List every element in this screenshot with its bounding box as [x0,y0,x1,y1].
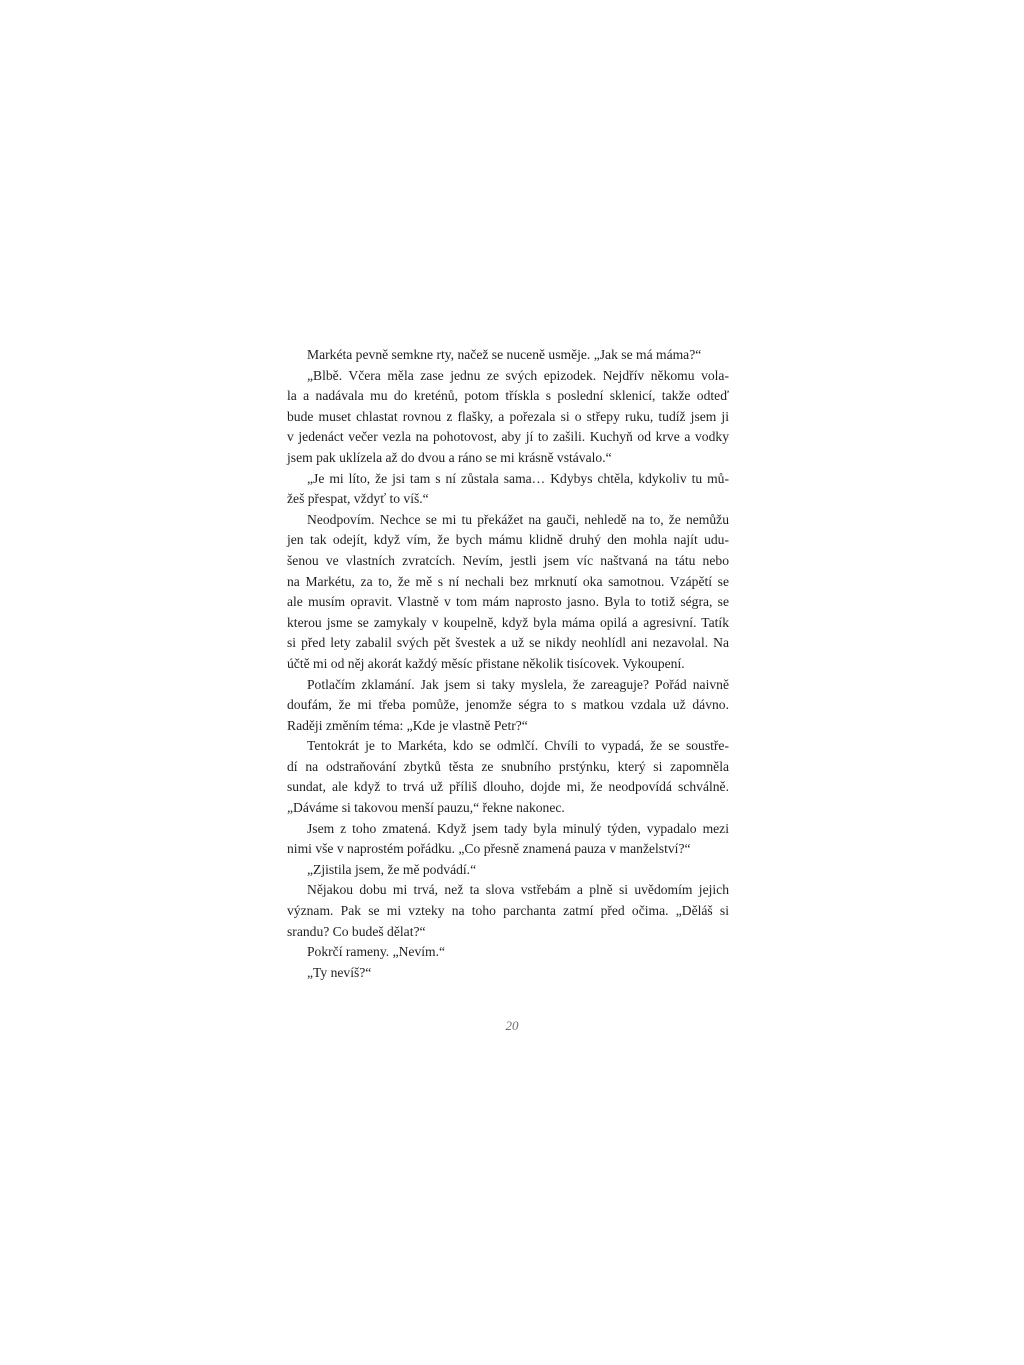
text-line: la a nadávala mu do kreténů, potom třískla s poslední sklenicí, takže odteď [287,388,729,404]
page-number: 20 [505,1018,519,1033]
text-line: význam. Pak se mi vzteky na toho parchanta zatmí před očima. „Děláš si [287,903,729,919]
text-line: žeš přespat, vždyť to víš.“ [287,491,429,507]
text-line: Pokrčí rameny. „Nevím.“ [307,944,446,960]
text-line: doufám, že mi třeba pomůže, jenomže ségra to s matkou vzdala už dávno. [287,697,729,713]
text-line: „Ty nevíš?“ [307,964,372,980]
body-text [287,345,729,983]
text-line: si před lety zabalil svých pět švestek a už se nikdy neohlídl ani nezavolal. Na [287,635,729,651]
text-line: Tentokrát je to Markéta, kdo se odmlčí. Chvíli to vypadá, že se soustře- [307,738,729,754]
text-line: „Blbě. Včera měla zase jednu ze svých epizodek. Nejdřív někomu vola- [307,367,729,383]
text-line: nimi vše v naprostém pořádku. „Co přesně znamená pauza v manželství?“ [287,841,691,857]
text-line: Markéta pevně semkne rty, načež se nuceně usměje. „Jak se má máma?“ [307,347,702,362]
text-line: jen tak odejít, když vím, že bych mámu klidně druhý den mohla najít udu- [287,532,729,548]
text-line: kterou jsme se zamykaly v koupelně, když byla máma opilá a agresivní. Tatík [287,614,729,630]
text-line: účtě mi od něj akorát každý měsíc přistane několik tisícovek. Vykoupení. [287,655,685,671]
text-line: „Zjistila jsem, že mě podvádí.“ [307,861,477,877]
text-line: Nějakou dobu mi trvá, než ta slova vstřebám a plně si uvědomím jejich [307,882,729,898]
text-line: „Je mi líto, že jsi tam s ní zůstala sama… Kdybys chtěla, kdykoliv tu mů- [307,470,729,486]
text-line: sundat, ale když to trvá už příliš dlouho, dojde mi, že neodpovídá schválně. [287,779,729,795]
text-line: šenou ve vlastních zvratcích. Nevím, jestli jsem víc naštvaná na tátu nebo [287,552,729,568]
text-line: „Dáváme si takovou menší pauzu,“ řekne nakonec. [287,800,565,816]
text-line: dí na odstraňování zbytků těsta ze snubního prstýnku, který si zapomněla [287,758,729,774]
text-line: Raději změním téma: „Kde je vlastně Petr?“ [287,717,528,733]
text-line: jsem pak uklízela až do dvou a ráno se mi krásně vstávalo.“ [287,449,612,465]
text-line: srandu? Co budeš dělat?“ [287,923,426,939]
text-line: ale musím opravit. Vlastně v tom mám naprosto jasno. Byla to totiž ségra, se [287,594,729,610]
text-line: v jedenáct večer vezla na pohotovost, aby jí to zašili. Kuchyň od krve a vodky [287,429,729,445]
text-line: bude muset chlastat rovnou z flašky, a pořezala si o střepy ruku, tudíž jsem ji [287,408,729,424]
text-line: na Markétu, za to, že mě s ní nechali bez mrknutí oka samotnou. Vzápětí se [287,573,729,589]
text-line: Neodpovím. Nechce se mi tu překážet na gauči, nehledě na to, že nemůžu [307,511,729,527]
text-line: Potlačím zklamání. Jak jsem si taky myslela, že zareaguje? Pořád naivně [307,676,729,692]
text-line: Jsem z toho zmatená. Když jsem tady byla minulý týden, vypadalo mezi [307,820,729,836]
